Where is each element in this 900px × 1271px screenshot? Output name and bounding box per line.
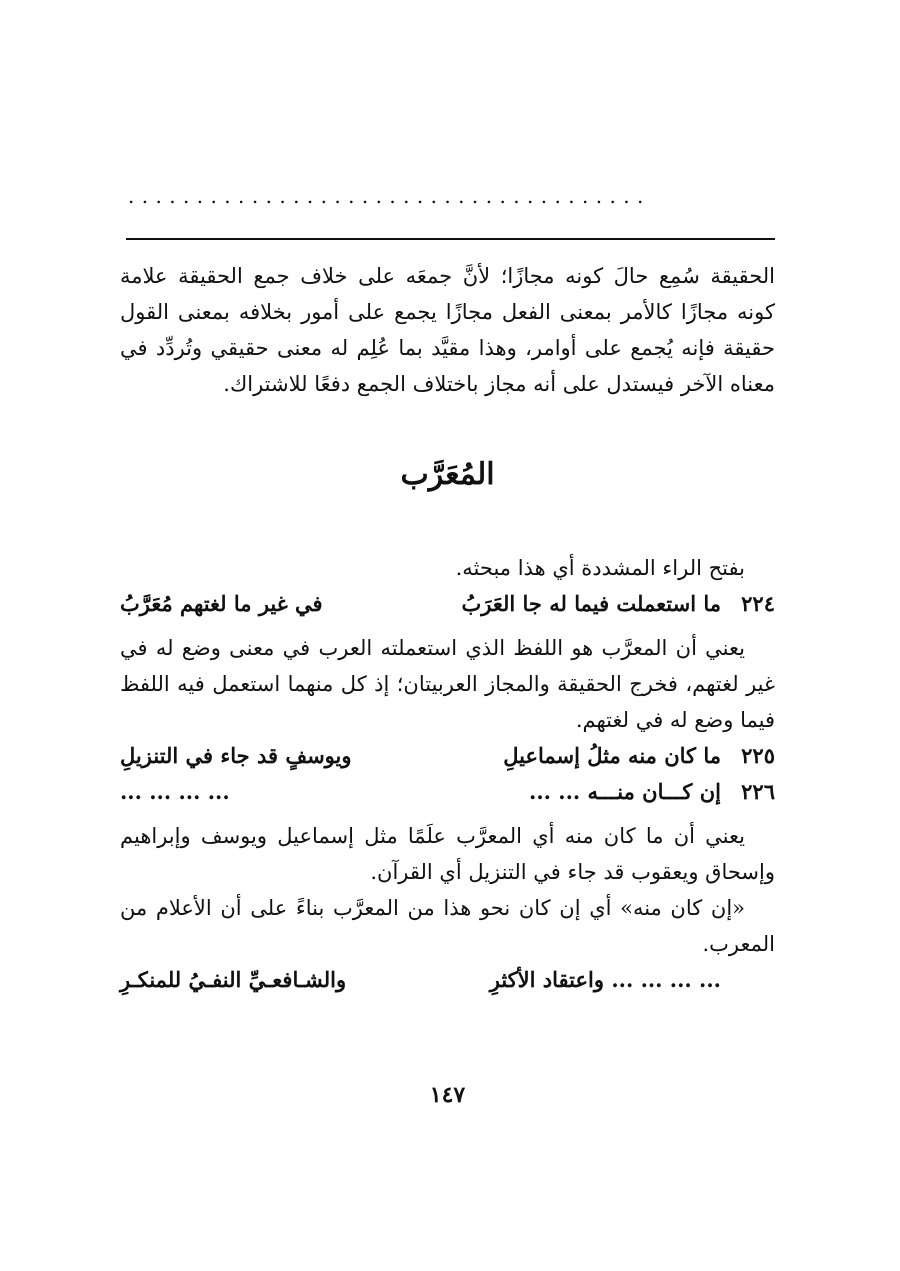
verse-number: ٢٢٥ [741,743,775,768]
verse-second-hemistich: في غير ما لغتهم مُعَرَّبُ [120,591,323,616]
page-number: ١٤٧ [429,1082,466,1108]
verse-first-hemistich: إن كـــان منـــه ... ... [529,779,721,804]
verse-second-hemistich: والشـافعـيِّ النفـيُ للمنكـرِ [120,967,347,992]
book-page [120,0,775,1271]
commentary-224: يعني أن المعرَّب هو اللفظ الذي استعملته العرب في معنى وضع له في غير لغتهم، فخرج الحقيقة والمجاز العربيتان؛ إذ كل منهما استعمل فيه اللفظ فيما وضع له في لغتهم. [120,636,775,732]
verse-second-hemistich: ... ... ... ... [120,779,230,804]
verse-number: ٢٢٤ [741,591,775,616]
verse-225 [120,738,775,774]
verse-224 [120,586,775,622]
section-body [120,550,775,998]
verse-second-hemistich: ويوسفٍ قد جاء في التنزيلِ [120,743,352,768]
section-title: المُعَرَّب [400,457,495,492]
verse-first-hemistich: ما استعملت فيما له جا العَرَبُ [461,591,721,616]
verse-226 [120,774,775,810]
horizontal-rule [126,238,775,240]
continuation-paragraph: الحقيقة سُمِع حالَ كونه مجازًا؛ لأنَّ جمعَه على خلاف جمع الحقيقة علامة كونه مجازًا كالأمر بمعنى الفعل مجازًا يجمع على أمور بخلافه بمعنى القول حقيقة فإنه يُجمع على أوامر، وهذا مقيَّد بما عُلِم له معنى حقيقي وتُردِّد في معناه الآخر فيستدل على أنه مجاز باختلاف الجمع دفعًا للاشتراك. [120,264,775,396]
section-intro: بفتح الراء المشددة أي هذا مبحثه. [455,556,745,580]
commentary-225: يعني أن ما كان منه أي المعرَّب علَمًا مثل إسماعيل ويوسف وإبراهيم وإسحاق ويعقوب قد جاء في التنزيل أي القرآن. [120,824,775,884]
verse-227 [120,962,775,998]
verse-first-hemistich: ... ... ... ... واعتقاد الأكثرِ [489,967,721,992]
verse-first-hemistich: ما كان منه مثلُ إسماعيلِ [503,743,721,768]
dotted-separator: ...................................... [128,186,651,206]
verse-number: ٢٢٦ [741,779,775,804]
commentary-226: «إن كان منه» أي إن كان نحو هذا من المعرَّب بناءً على أن الأعلام من المعرب. [120,896,775,956]
